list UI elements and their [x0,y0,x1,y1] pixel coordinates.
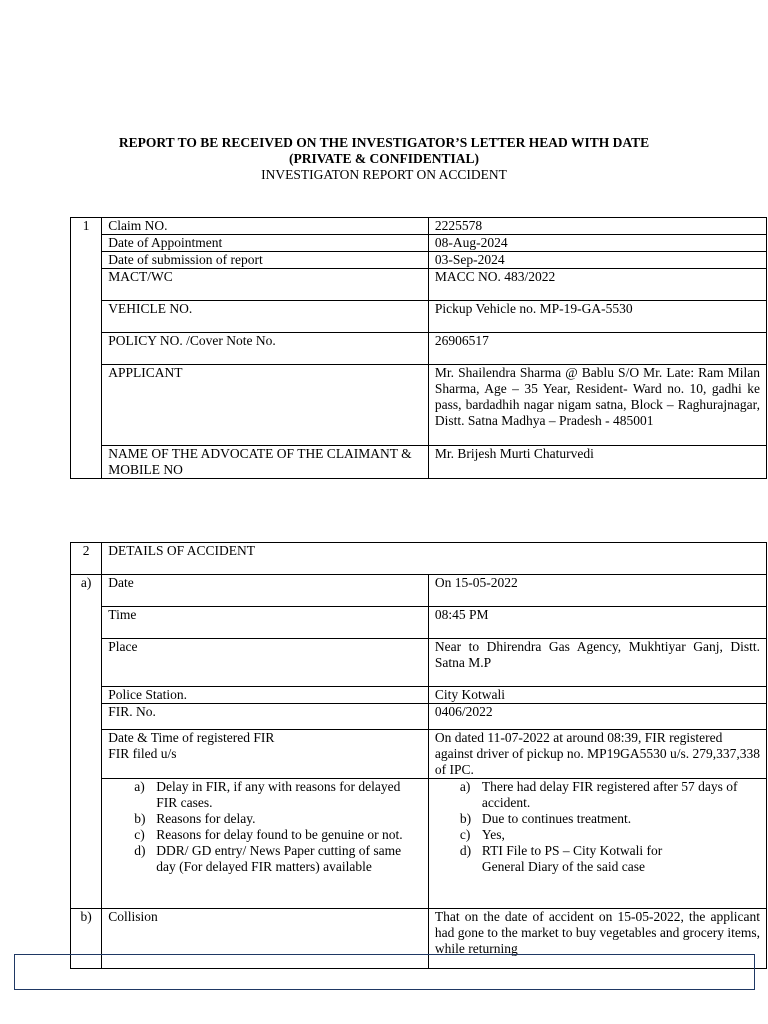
row-label: Claim NO. [102,218,429,235]
report-title: INVESTIGATON REPORT ON ACCIDENT [261,167,507,182]
list-item [459,843,760,875]
section-number: 1 [71,218,102,479]
list-text: Yes, [481,827,505,842]
row-value: Mr. Brijesh Murti Chaturvedi [428,446,766,479]
row-label: POLICY NO. /Cover Note No. [102,333,429,365]
date-value: On 15-05-2022 [428,575,766,607]
list-marker: d) [459,843,472,858]
row-label: Date of Appointment [102,235,429,252]
row-value: Pickup Vehicle no. MP-19-GA-5530 [428,301,766,333]
list-text: Due to continues treatment. [481,811,632,826]
subsection-marker: a) [71,575,102,909]
row-value: Mr. Shailendra Sharma @ Bablu S/O Mr. Late: Ram Milan Sharma, Age – 35 Year, Resident- Ward no. 10, gadhi ke pass, bardadhih nagar nigam satna, Block – Raghurajnagar, Distt. Satna Madhya – Pradesh - 485001 [428,365,766,446]
row-value: 03-Sep-2024 [428,252,766,269]
row-value: 08-Aug-2024 [428,235,766,252]
fir-no-label: FIR. No. [102,704,429,730]
list-marker: a) [134,779,145,794]
list-text: Reasons for delay found to be genuine or not. [156,827,403,842]
list-text: There had delay FIR registered after 57 days of accident. [481,779,738,810]
fir-no-value: 0406/2022 [428,704,766,730]
row-value: 26906517 [428,333,766,365]
list-marker: c) [459,827,471,842]
list-marker: d) [134,843,146,858]
list-item [459,827,760,843]
list-item [134,827,422,843]
fir-datetime-value: On dated 11-07-2022 at around 08:39, FIR registered against driver of pickup no. MP19GA5530 u/s. 279,337,338 of IPC. [428,730,766,779]
accident-details-table [70,542,767,969]
list-item [459,779,760,811]
place-label: Place [102,639,429,687]
time-label: Time [102,607,429,639]
claim-details-table [70,217,767,479]
section-number: 2 [71,543,102,575]
list-text: DDR/ GD entry/ News Paper cutting of same day (For delayed FIR matters) available [156,843,402,874]
list-text: RTI File to PS – City Kotwali for General Diary of the said case [481,843,663,874]
fir-datetime-label-line1: Date & Time of registered FIR [108,730,275,745]
confidential-heading: (PRIVATE & CONFIDENTIAL) [288,151,479,166]
place-value: Near to Dhirendra Gas Agency, Mukhtiyar Ganj, Distt. Satna M.P [428,639,766,687]
list-text: Delay in FIR, if any with reasons for delayed FIR cases. [156,779,401,810]
list-marker: a) [459,779,471,794]
list-item [134,811,422,827]
list-item [134,779,422,811]
list-text: Reasons for delay. [156,811,256,826]
list-marker: b) [459,811,472,826]
time-value: 08:45 PM [428,607,766,639]
date-label: Date [102,575,429,607]
fir-filed-label: FIR filed u/s [108,746,177,761]
subsection-marker: b) [71,909,102,969]
row-label: Date of submission of report [102,252,429,269]
row-label: NAME OF THE ADVOCATE OF THE CLAIMANT & MOBILE NO [102,446,429,479]
row-label: MACT/WC [102,269,429,301]
delay-answers [428,779,766,909]
police-station-label: Police Station. [102,687,429,704]
collision-label: Collision [102,909,429,969]
collision-value: That on the date of accident on 15-05-2022, the applicant had gone to the market to buy vegetables and grocery items, while returning [428,909,766,969]
row-value: MACC NO. 483/2022 [428,269,766,301]
footer-box [14,954,755,990]
report-heading: REPORT TO BE RECEIVED ON THE INVESTIGATOR’S LETTER HEAD WITH DATE [118,135,650,150]
list-item [134,843,422,875]
list-item [459,811,760,827]
list-marker: b) [134,811,146,826]
row-label: APPLICANT [102,365,429,446]
delay-questions [102,779,429,909]
row-label: VEHICLE NO. [102,301,429,333]
row-value: 2225578 [428,218,766,235]
section-title: DETAILS OF ACCIDENT [102,543,767,575]
police-station-value: City Kotwali [428,687,766,704]
fir-datetime-label [102,730,429,779]
list-marker: c) [134,827,145,842]
